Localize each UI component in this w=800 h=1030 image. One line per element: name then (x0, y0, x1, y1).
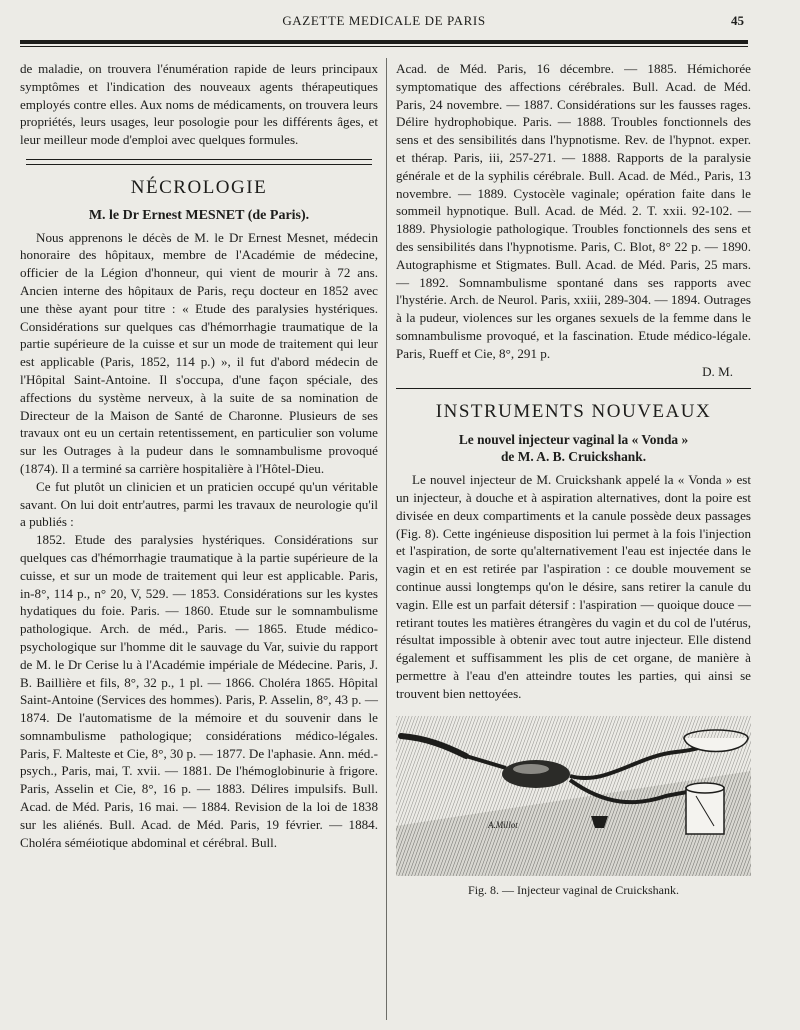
journal-title: GAZETTE MEDICALE DE PARIS (282, 13, 486, 28)
bibliography-paragraph: 1852. Etude des paralysies hystériques. Considérations sur quelques cas d'hémorrhagie traumatique à la partie supérieure de la cuisse, et sur un mode de traitement qui leur est applicable. Paris, in-8°, 114 p., n° 20, V, 529. — 1853. Considérations sur les kystes hydatiques du foie. Paris. — 1860. Etude sur le somnambulisme pathologique. Arch. de méd., Paris. — 1865. Etude médico-psychologique sur l'homme dit le sauvage du Var, suivie du rapport de M. le Dr Cerise lu à l'Académie impériale de Médecine. Paris, J. B. Baillière et fils, 8°, 32 p., 1 pl. — 1866. Choléra 1865. Hôpital Saint-Antoine (Services des hommes). Paris, P. Asselin, 8°, 43 p. — 1874. De l'automatisme de la mémoire et du souvenir dans le somnambulisme pathologique; considérations médico-légales. Paris, F. Malteste et Cie, 8°, 30 p. — 1877. De l'aphasie. Ann. méd.-psych., Paris, mai, T. xvii. — 1881. De l'hémoglobinurie à frigore. Paris, Asselin et Cie, 8°, 16 p. — 1883. Délires impulsifs. Bull. Acad. de Méd. Paris, 16 mai. — 1884. Revision de la loi de 1838 sur les aliénés. Bull. Acad. de Méd. Paris, 19 février. — 1884. Choléra séméiotique abdominal et cérébral. Bull. (20, 532, 378, 850)
injector-title-line-1: Le nouvel injecteur vaginal la « Vonda » (458, 432, 689, 448)
column-divider (386, 58, 387, 1020)
obituary-title: M. le Dr Ernest MESNET (de Paris). (88, 207, 310, 223)
injector-illustration (396, 716, 751, 876)
injector-paragraph: Le nouvel injecteur de M. Cruickshank appelé la « Vonda » est un injecteur, à douche et à aspiration alternatives, dont la poire est divisée en deux compartiments et la canule possède deux passages (Fig. 8). Cette ingénieuse disposition lui permet à la fois l'injection et l'aspiration, de sorte qu'alternativement l'eau est injectée dans le vagin et en est retirée par l'aspiration : ce double mouvement se continue aussi longtemps qu'on le désire, sans retirer la canule du vagin. Elle est un parfait détersif : l'aspiration — quoique douce — retirant toutes les matières étrangères du vagin et du col de l'utérus, résultat impossible à obtenir avec tout autre injecteur. Elle distend également et suffisamment les plis de cet organe, de manière à permettre à l'eau d'en atteindre toutes les parties, qui ainsi se trouvent bien nettoyées. (396, 472, 751, 701)
page-number: 45 (731, 13, 744, 28)
engraver-signature: A.Millot (488, 820, 518, 830)
instruments-heading: INSTRUMENTS NOUVEAUX (435, 401, 712, 423)
obituary-paragraph-2: Ce fut plutôt un clinicien et un praticien occupé qu'un véritable savant. On lui doit entr'autres, parmi les travaux de neurologie qu'il a publiés : (20, 478, 378, 530)
obituary-paragraph-1: Nous apprenons le décès de M. le Dr Ernest Mesnet, médecin honoraire des hôpitaux, membre de l'Académie de médecine, officier de la Légion d'honneur, qui vient de mourir à 72 ans. Ancien interne des hôpitaux de Paris, reçu docteur en 1852 avec une thèse ayant pour titre : « Etude des paralysies hystériques. Considérations sur quelques cas d'hémorrhagie traumatique de la partie supérieure de la cuisse et sur un mode de traitement qui leur est applicable (Paris, 1852, 114 p.) », il fut d'abord médecin de l'Hôpital Saint-Antoine. Il s'occupa, d'une façon spéciale, des affections du système nerveux, à la suite de sa nomination de Directeur de la Maison de Santé de Charonne. Plusieurs de ses travaux ont eu un certain retentissement, en particulier son volume sur les Outrages à la pudeur dans le somnambulisme provoqué (1874). Il a terminé sa carrière hospitalière à l'Hôtel-Dieu. (20, 229, 378, 476)
injector-title-line-2: de M. A. B. Cruickshank. (500, 449, 647, 465)
section-divider (26, 159, 372, 165)
bibliography-continued: Acad. de Méd. Paris, 16 décembre. — 1885. Hémichorée symptomatique des affections cérébrales. Bull. Acad. de Méd. Paris, 24 novembre. — 1887. Considérations sur les fausses rages. Délire hydrophobique. Paris. — 1888. Troubles fonctionnels des sens et des sensibilités dans l'hypnotisme. Rev. de l'hypnot. exper. et thérap. Paris, iii, 257-271. — 1888. Rapports de la paralysie générale et de la syphilis cérébrale. Bull. Acad. de Méd., Paris, 13 novembre. — 1889. Cystocèle vaginale; opération faite dans le sommeil hypnotique. Bull. Acad. de Méd. 2. T. xxii. 92-102. — 1889. Physiologie pathologique. Troubles fonctionnels des sens et des sensibilités dans l'hypnotisme. Paris, C. Blot, 8° 22 p. — 1890. Autographisme et Stigmates. Bull. Acad. de Méd. Paris, 25 mars. — 1892. Somnambulisme spontané dans ses rapports avec l'hystérie. Arch. de Neurol. Paris, xxiii, 289-304. — 1894. Outrages à la pudeur, violences sur les organes sexuels de la femme dans le somnambulisme provoqué, et la fascination. Etude médico-légale. Paris, Rueff et Cie, 8°, 291 p. (396, 61, 751, 361)
necrology-heading: NÉCROLOGIE (130, 176, 268, 198)
page-header (20, 10, 748, 32)
left-column (20, 60, 378, 851)
injector-article-title (396, 431, 751, 465)
header-rule-thick (20, 40, 748, 44)
header-rule-thin (20, 46, 748, 47)
intro-paragraph: de maladie, on trouvera l'énumération rapide de leurs principaux symptômes et l'indication des nouveaux agents thérapeutiques employés contre elles. Aux noms de médicaments, on trouvera leurs propriétés, leurs usages, leur posologie pour les différents âges, et leur meilleur mode d'emploi avec quelques formules. (20, 61, 378, 148)
figure-caption: Fig. 8. — Injecteur vaginal de Cruickshank. (468, 883, 679, 897)
section-divider-right (396, 388, 751, 389)
right-column (396, 60, 751, 703)
author-signature: D. M. (702, 363, 733, 379)
injector-figure (396, 716, 751, 896)
